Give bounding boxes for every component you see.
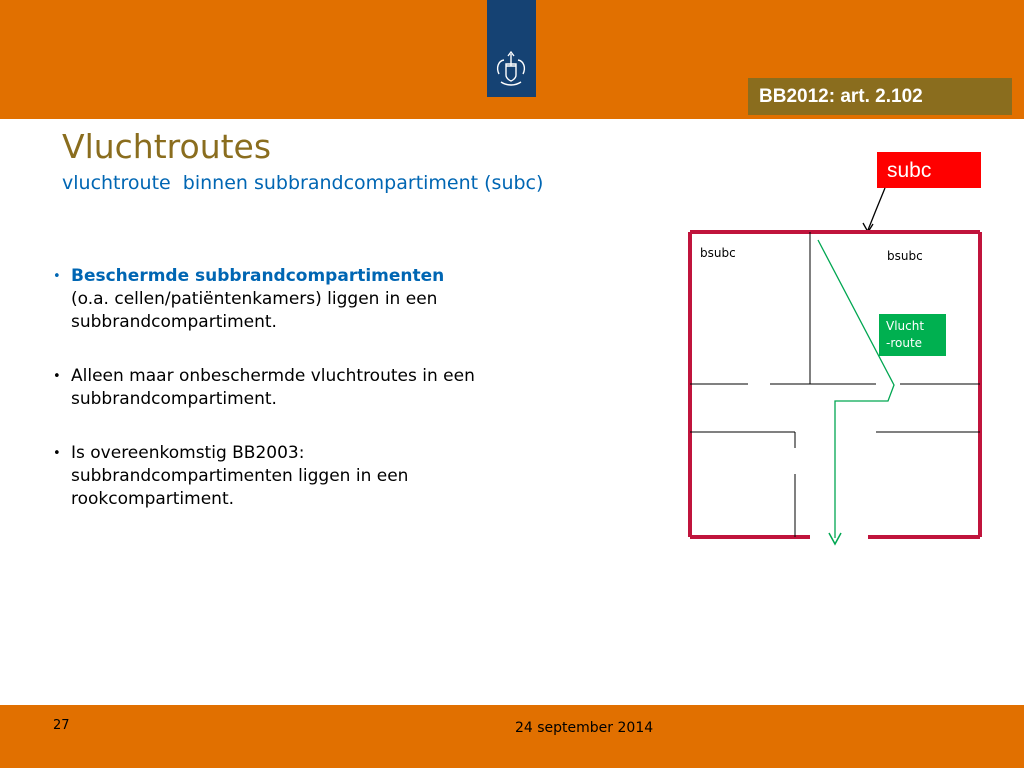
subc-label: subc bbox=[887, 159, 932, 182]
bullet-text: Alleen maar onbeschermde vluchtroutes in een subbrandcompartiment. bbox=[71, 366, 475, 409]
crest-icon bbox=[487, 0, 536, 97]
floorplan-diagram bbox=[680, 148, 990, 548]
escape-route-line bbox=[818, 240, 894, 538]
bullet-dot-icon: • bbox=[53, 446, 61, 461]
article-reference: BB2012: art. 2.102 bbox=[748, 78, 1012, 115]
subc-pointer-arrow bbox=[868, 188, 885, 230]
bullet-emphasis: Beschermde subbrandcompartimenten bbox=[71, 266, 445, 286]
footer-band bbox=[0, 705, 1024, 768]
page-number: 27 bbox=[53, 718, 70, 733]
route-label-line1: Vlucht bbox=[886, 319, 925, 333]
bsubc-label-right: bsubc bbox=[887, 249, 923, 263]
route-label-line2: -route bbox=[886, 336, 923, 350]
slide-subtitle: vluchtroute binnen subbrandcompartiment (subc) bbox=[62, 172, 544, 194]
bullet-item bbox=[52, 365, 522, 411]
rijksoverheid-logo bbox=[487, 0, 536, 97]
bullet-dot-icon: • bbox=[53, 269, 61, 284]
bullet-item bbox=[52, 265, 522, 334]
bsubc-label-left: bsubc bbox=[700, 246, 736, 260]
slide-title: Vluchtroutes bbox=[62, 127, 272, 166]
bullet-list bbox=[52, 265, 522, 542]
bullet-item bbox=[52, 442, 522, 511]
bullet-text: Is overeenkomstig BB2003: subbrandcompartimenten liggen in een rookcompartiment. bbox=[71, 443, 409, 509]
bullet-dot-icon: • bbox=[53, 369, 61, 384]
footer-date: 24 september 2014 bbox=[515, 720, 654, 736]
bullet-text: (o.a. cellen/patiëntenkamers) liggen in een subbrandcompartiment. bbox=[71, 289, 438, 332]
